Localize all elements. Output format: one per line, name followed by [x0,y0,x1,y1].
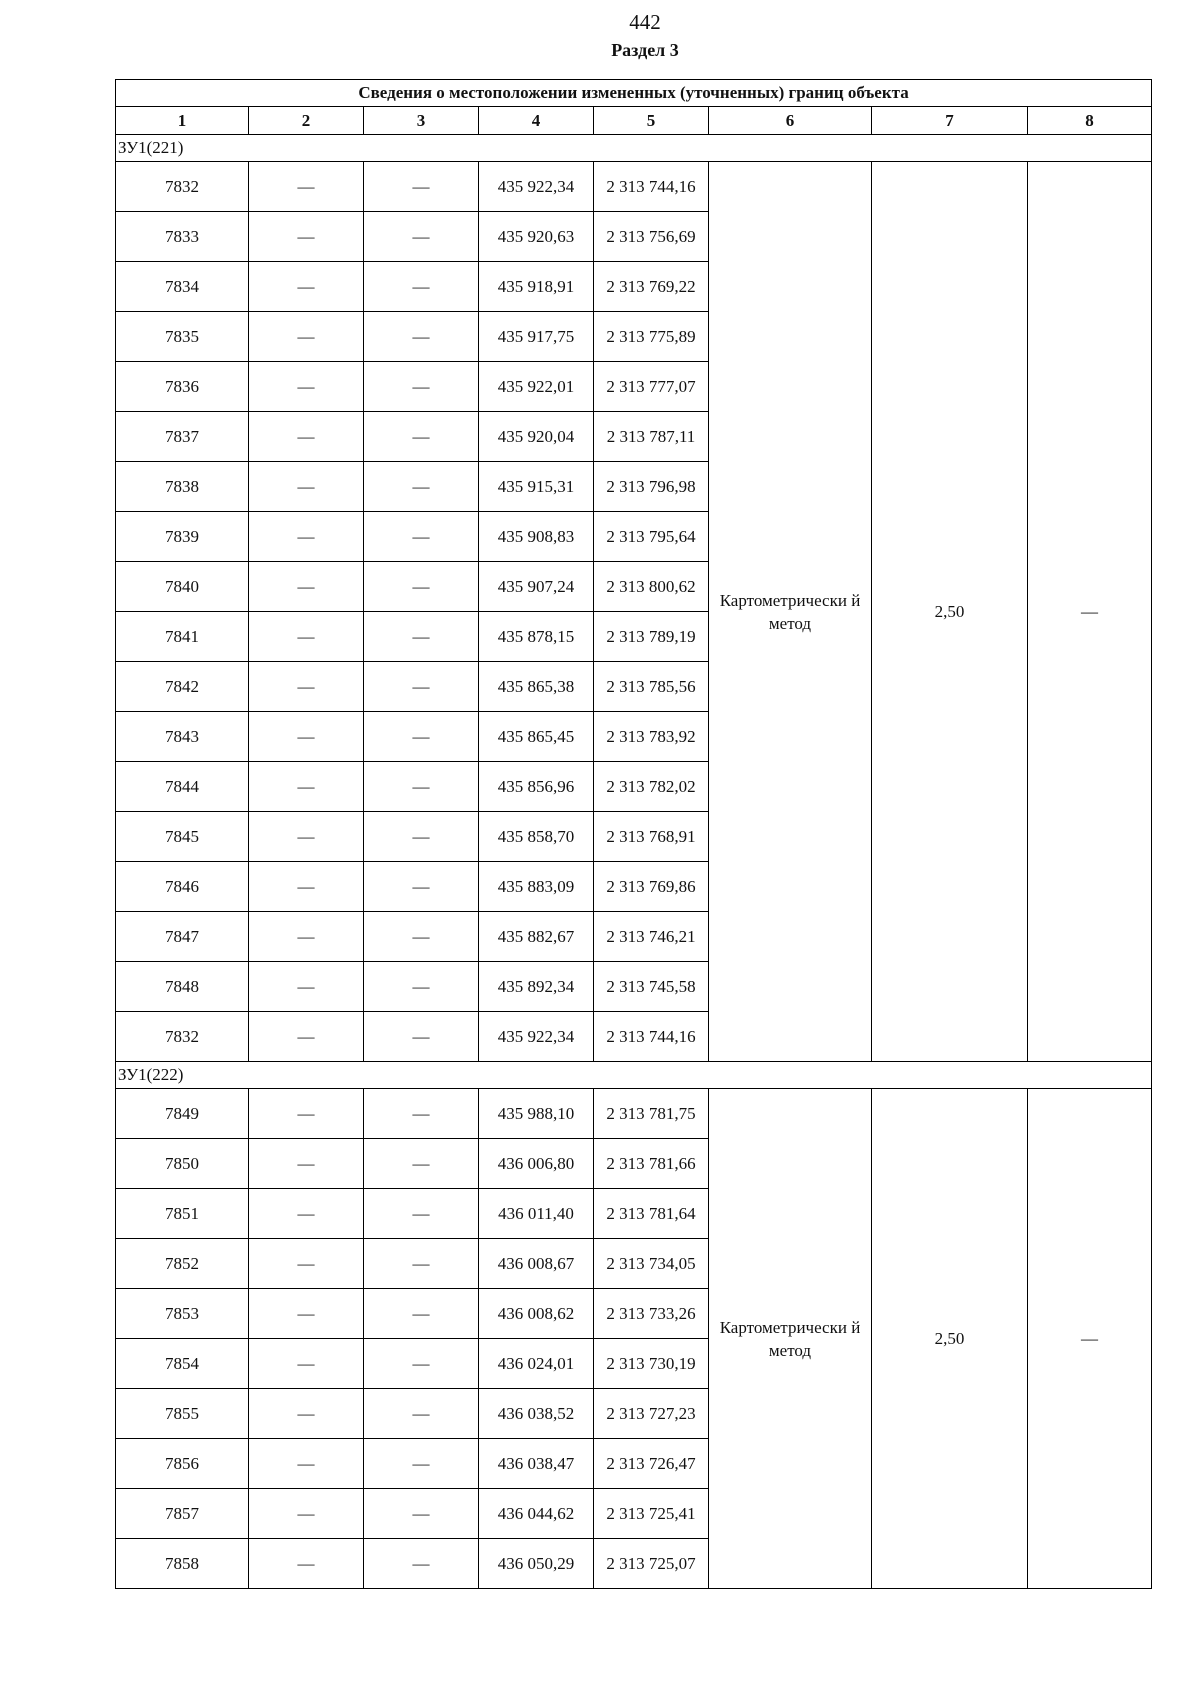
x-coordinate-cell: 435 920,04 [479,412,594,462]
x-coordinate-cell: 436 038,47 [479,1439,594,1489]
col2-cell: — [249,1189,364,1239]
y-coordinate-cell: 2 313 782,02 [594,762,709,812]
table-row [116,162,1152,212]
y-coordinate-cell: 2 313 744,16 [594,1012,709,1062]
y-coordinate-cell: 2 313 795,64 [594,512,709,562]
column-header: 7 [872,107,1028,135]
x-coordinate-cell: 436 038,52 [479,1389,594,1439]
y-coordinate-cell: 2 313 756,69 [594,212,709,262]
col8-cell: — [1028,1089,1152,1589]
col2-cell: — [249,812,364,862]
col3-cell: — [364,712,479,762]
col3-cell: — [364,412,479,462]
y-coordinate-cell: 2 313 727,23 [594,1389,709,1439]
point-number-cell: 7846 [116,862,249,912]
col3-cell: — [364,1139,479,1189]
col3-cell: — [364,1239,479,1289]
col3-cell: — [364,812,479,862]
y-coordinate-cell: 2 313 769,22 [594,262,709,312]
col2-cell: — [249,1289,364,1339]
col2-cell: — [249,1489,364,1539]
col3-cell: — [364,1439,479,1489]
point-number-cell: 7842 [116,662,249,712]
col3-cell: — [364,1089,479,1139]
group-label: ЗУ1(221) [116,135,1152,162]
y-coordinate-cell: 2 313 775,89 [594,312,709,362]
col2-cell: — [249,312,364,362]
point-number-cell: 7840 [116,562,249,612]
x-coordinate-cell: 435 878,15 [479,612,594,662]
point-number-cell: 7851 [116,1189,249,1239]
point-number-cell: 7833 [116,212,249,262]
table-body [116,135,1152,1589]
col2-cell: — [249,612,364,662]
col2-cell: — [249,462,364,512]
column-header: 8 [1028,107,1152,135]
x-coordinate-cell: 435 922,34 [479,162,594,212]
col2-cell: — [249,1539,364,1589]
col8-cell: — [1028,162,1152,1062]
point-number-cell: 7856 [116,1439,249,1489]
col3-cell: — [364,1012,479,1062]
x-coordinate-cell: 435 988,10 [479,1089,594,1139]
col2-cell: — [249,262,364,312]
y-coordinate-cell: 2 313 777,07 [594,362,709,412]
x-coordinate-cell: 435 865,45 [479,712,594,762]
col3-cell: — [364,212,479,262]
col2-cell: — [249,912,364,962]
y-coordinate-cell: 2 313 734,05 [594,1239,709,1289]
point-number-cell: 7848 [116,962,249,1012]
section-title: Раздел 3 [611,40,679,60]
col2-cell: — [249,1139,364,1189]
col2-cell: — [249,1012,364,1062]
point-number-cell: 7837 [116,412,249,462]
point-number-cell: 7845 [116,812,249,862]
y-coordinate-cell: 2 313 785,56 [594,662,709,712]
point-number-cell: 7858 [116,1539,249,1589]
point-number-cell: 7832 [116,162,249,212]
accuracy-cell: 2,50 [872,162,1028,1062]
col2-cell: — [249,162,364,212]
x-coordinate-cell: 436 008,67 [479,1239,594,1289]
y-coordinate-cell: 2 313 726,47 [594,1439,709,1489]
col2-cell: — [249,512,364,562]
point-number-cell: 7847 [116,912,249,962]
point-number-cell: 7849 [116,1089,249,1139]
method-cell: Картометрически й метод [709,1089,872,1589]
point-number-cell: 7853 [116,1289,249,1339]
y-coordinate-cell: 2 313 725,41 [594,1489,709,1539]
group-header-row [116,135,1152,162]
x-coordinate-cell: 435 920,63 [479,212,594,262]
point-number-cell: 7832 [116,1012,249,1062]
col2-cell: — [249,1339,364,1389]
col3-cell: — [364,912,479,962]
col3-cell: — [364,1539,479,1589]
boundary-coordinates-table [115,79,1152,1589]
col3-cell: — [364,562,479,612]
x-coordinate-cell: 435 907,24 [479,562,594,612]
col3-cell: — [364,1489,479,1539]
x-coordinate-cell: 435 908,83 [479,512,594,562]
col2-cell: — [249,1389,364,1439]
col3-cell: — [364,962,479,1012]
x-coordinate-cell: 435 917,75 [479,312,594,362]
col2-cell: — [249,962,364,1012]
col2-cell: — [249,662,364,712]
y-coordinate-cell: 2 313 730,19 [594,1339,709,1389]
y-coordinate-cell: 2 313 796,98 [594,462,709,512]
x-coordinate-cell: 435 922,01 [479,362,594,412]
y-coordinate-cell: 2 313 733,26 [594,1289,709,1339]
point-number-cell: 7843 [116,712,249,762]
y-coordinate-cell: 2 313 768,91 [594,812,709,862]
x-coordinate-cell: 436 011,40 [479,1189,594,1239]
col2-cell: — [249,212,364,262]
col3-cell: — [364,762,479,812]
y-coordinate-cell: 2 313 746,21 [594,912,709,962]
point-number-cell: 7852 [116,1239,249,1289]
x-coordinate-cell: 435 882,67 [479,912,594,962]
y-coordinate-cell: 2 313 783,92 [594,712,709,762]
col3-cell: — [364,162,479,212]
col3-cell: — [364,862,479,912]
col2-cell: — [249,712,364,762]
col2-cell: — [249,1089,364,1139]
col3-cell: — [364,1289,479,1339]
x-coordinate-cell: 436 006,80 [479,1139,594,1189]
column-header: 1 [116,107,249,135]
col3-cell: — [364,1339,479,1389]
col3-cell: — [364,612,479,662]
x-coordinate-cell: 436 008,62 [479,1289,594,1339]
column-header: 4 [479,107,594,135]
column-header: 5 [594,107,709,135]
col3-cell: — [364,262,479,312]
y-coordinate-cell: 2 313 781,75 [594,1089,709,1139]
point-number-cell: 7838 [116,462,249,512]
x-coordinate-cell: 435 918,91 [479,262,594,312]
y-coordinate-cell: 2 313 725,07 [594,1539,709,1589]
column-header: 6 [709,107,872,135]
col3-cell: — [364,662,479,712]
col2-cell: — [249,412,364,462]
table-title: Сведения о местоположении измененных (уточненных) границ объекта [116,80,1152,107]
col2-cell: — [249,1439,364,1489]
point-number-cell: 7839 [116,512,249,562]
point-number-cell: 7835 [116,312,249,362]
x-coordinate-cell: 435 922,34 [479,1012,594,1062]
x-coordinate-cell: 435 858,70 [479,812,594,862]
group-label: ЗУ1(222) [116,1062,1152,1089]
x-coordinate-cell: 436 024,01 [479,1339,594,1389]
col3-cell: — [364,362,479,412]
point-number-cell: 7850 [116,1139,249,1189]
y-coordinate-cell: 2 313 781,66 [594,1139,709,1189]
y-coordinate-cell: 2 313 789,19 [594,612,709,662]
point-number-cell: 7855 [116,1389,249,1439]
group-header-row [116,1062,1152,1089]
x-coordinate-cell: 435 915,31 [479,462,594,512]
point-number-cell: 7857 [116,1489,249,1539]
col3-cell: — [364,312,479,362]
x-coordinate-cell: 435 865,38 [479,662,594,712]
x-coordinate-cell: 435 856,96 [479,762,594,812]
x-coordinate-cell: 436 044,62 [479,1489,594,1539]
col2-cell: — [249,762,364,812]
x-coordinate-cell: 435 883,09 [479,862,594,912]
col3-cell: — [364,1389,479,1439]
col3-cell: — [364,512,479,562]
point-number-cell: 7844 [116,762,249,812]
col2-cell: — [249,362,364,412]
y-coordinate-cell: 2 313 781,64 [594,1189,709,1239]
page-number: 442 [629,10,661,34]
y-coordinate-cell: 2 313 787,11 [594,412,709,462]
column-header: 2 [249,107,364,135]
x-coordinate-cell: 435 892,34 [479,962,594,1012]
y-coordinate-cell: 2 313 744,16 [594,162,709,212]
col3-cell: — [364,1189,479,1239]
y-coordinate-cell: 2 313 745,58 [594,962,709,1012]
point-number-cell: 7854 [116,1339,249,1389]
accuracy-cell: 2,50 [872,1089,1028,1589]
y-coordinate-cell: 2 313 800,62 [594,562,709,612]
point-number-cell: 7841 [116,612,249,662]
point-number-cell: 7834 [116,262,249,312]
col3-cell: — [364,462,479,512]
y-coordinate-cell: 2 313 769,86 [594,862,709,912]
col2-cell: — [249,562,364,612]
x-coordinate-cell: 436 050,29 [479,1539,594,1589]
col2-cell: — [249,862,364,912]
table-row [116,1089,1152,1139]
col2-cell: — [249,1239,364,1289]
column-header: 3 [364,107,479,135]
method-cell: Картометрически й метод [709,162,872,1062]
point-number-cell: 7836 [116,362,249,412]
